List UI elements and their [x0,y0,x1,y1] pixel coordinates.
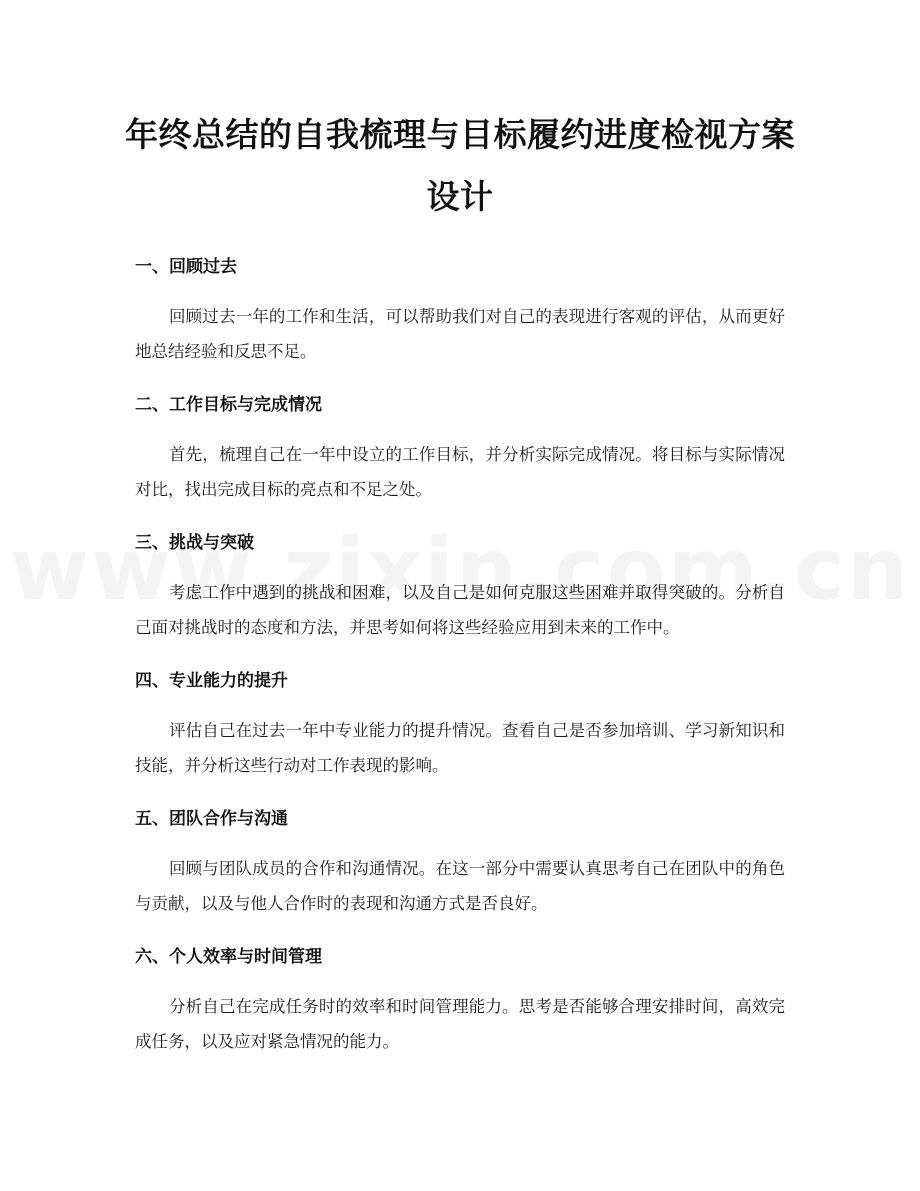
section-body-6: 分析自己在完成任务时的效率和时间管理能力。思考是否能够合理安排时间，高效完成任务，以及应对紧急情况的能力。 [135,997,785,1051]
section-heading-4: 四、专业能力的提升 [135,671,288,691]
section-body-3: 考虑工作中遇到的挑战和困难，以及自己是如何克服这些困难并取得突破的。分析自己面对挑战时的态度和方法，并思考如何将这些经验应用到未来的工作中。 [135,583,785,637]
section-heading-2: 二、工作目标与完成情况 [135,395,322,415]
section-heading-3: 三、挑战与突破 [135,533,254,553]
section-body-2: 首先，梳理自己在一年中设立的工作目标，并分析实际完成情况。将目标与实际情况对比，找出完成目标的亮点和不足之处。 [135,445,785,499]
section-heading-5: 五、团队合作与沟通 [135,809,288,829]
section-body-1: 回顾过去一年的工作和生活，可以帮助我们对自己的表现进行客观的评估，从而更好地总结经验和反思不足。 [135,307,785,361]
section-heading-6: 六、个人效率与时间管理 [135,947,322,967]
section-body-4: 评估自己在过去一年中专业能力的提升情况。查看自己是否参加培训、学习新知识和技能，并分析这些行动对工作表现的影响。 [135,721,785,775]
document-title: 年终总结的自我梳理与目标履约进度检视方案设计 [125,115,795,216]
section-heading-1: 一、回顾过去 [135,257,237,277]
section-body-5: 回顾与团队成员的合作和沟通情况。在这一部分中需要认真思考自己在团队中的角色与贡献，以及与他人合作时的表现和沟通方式是否良好。 [135,859,785,913]
